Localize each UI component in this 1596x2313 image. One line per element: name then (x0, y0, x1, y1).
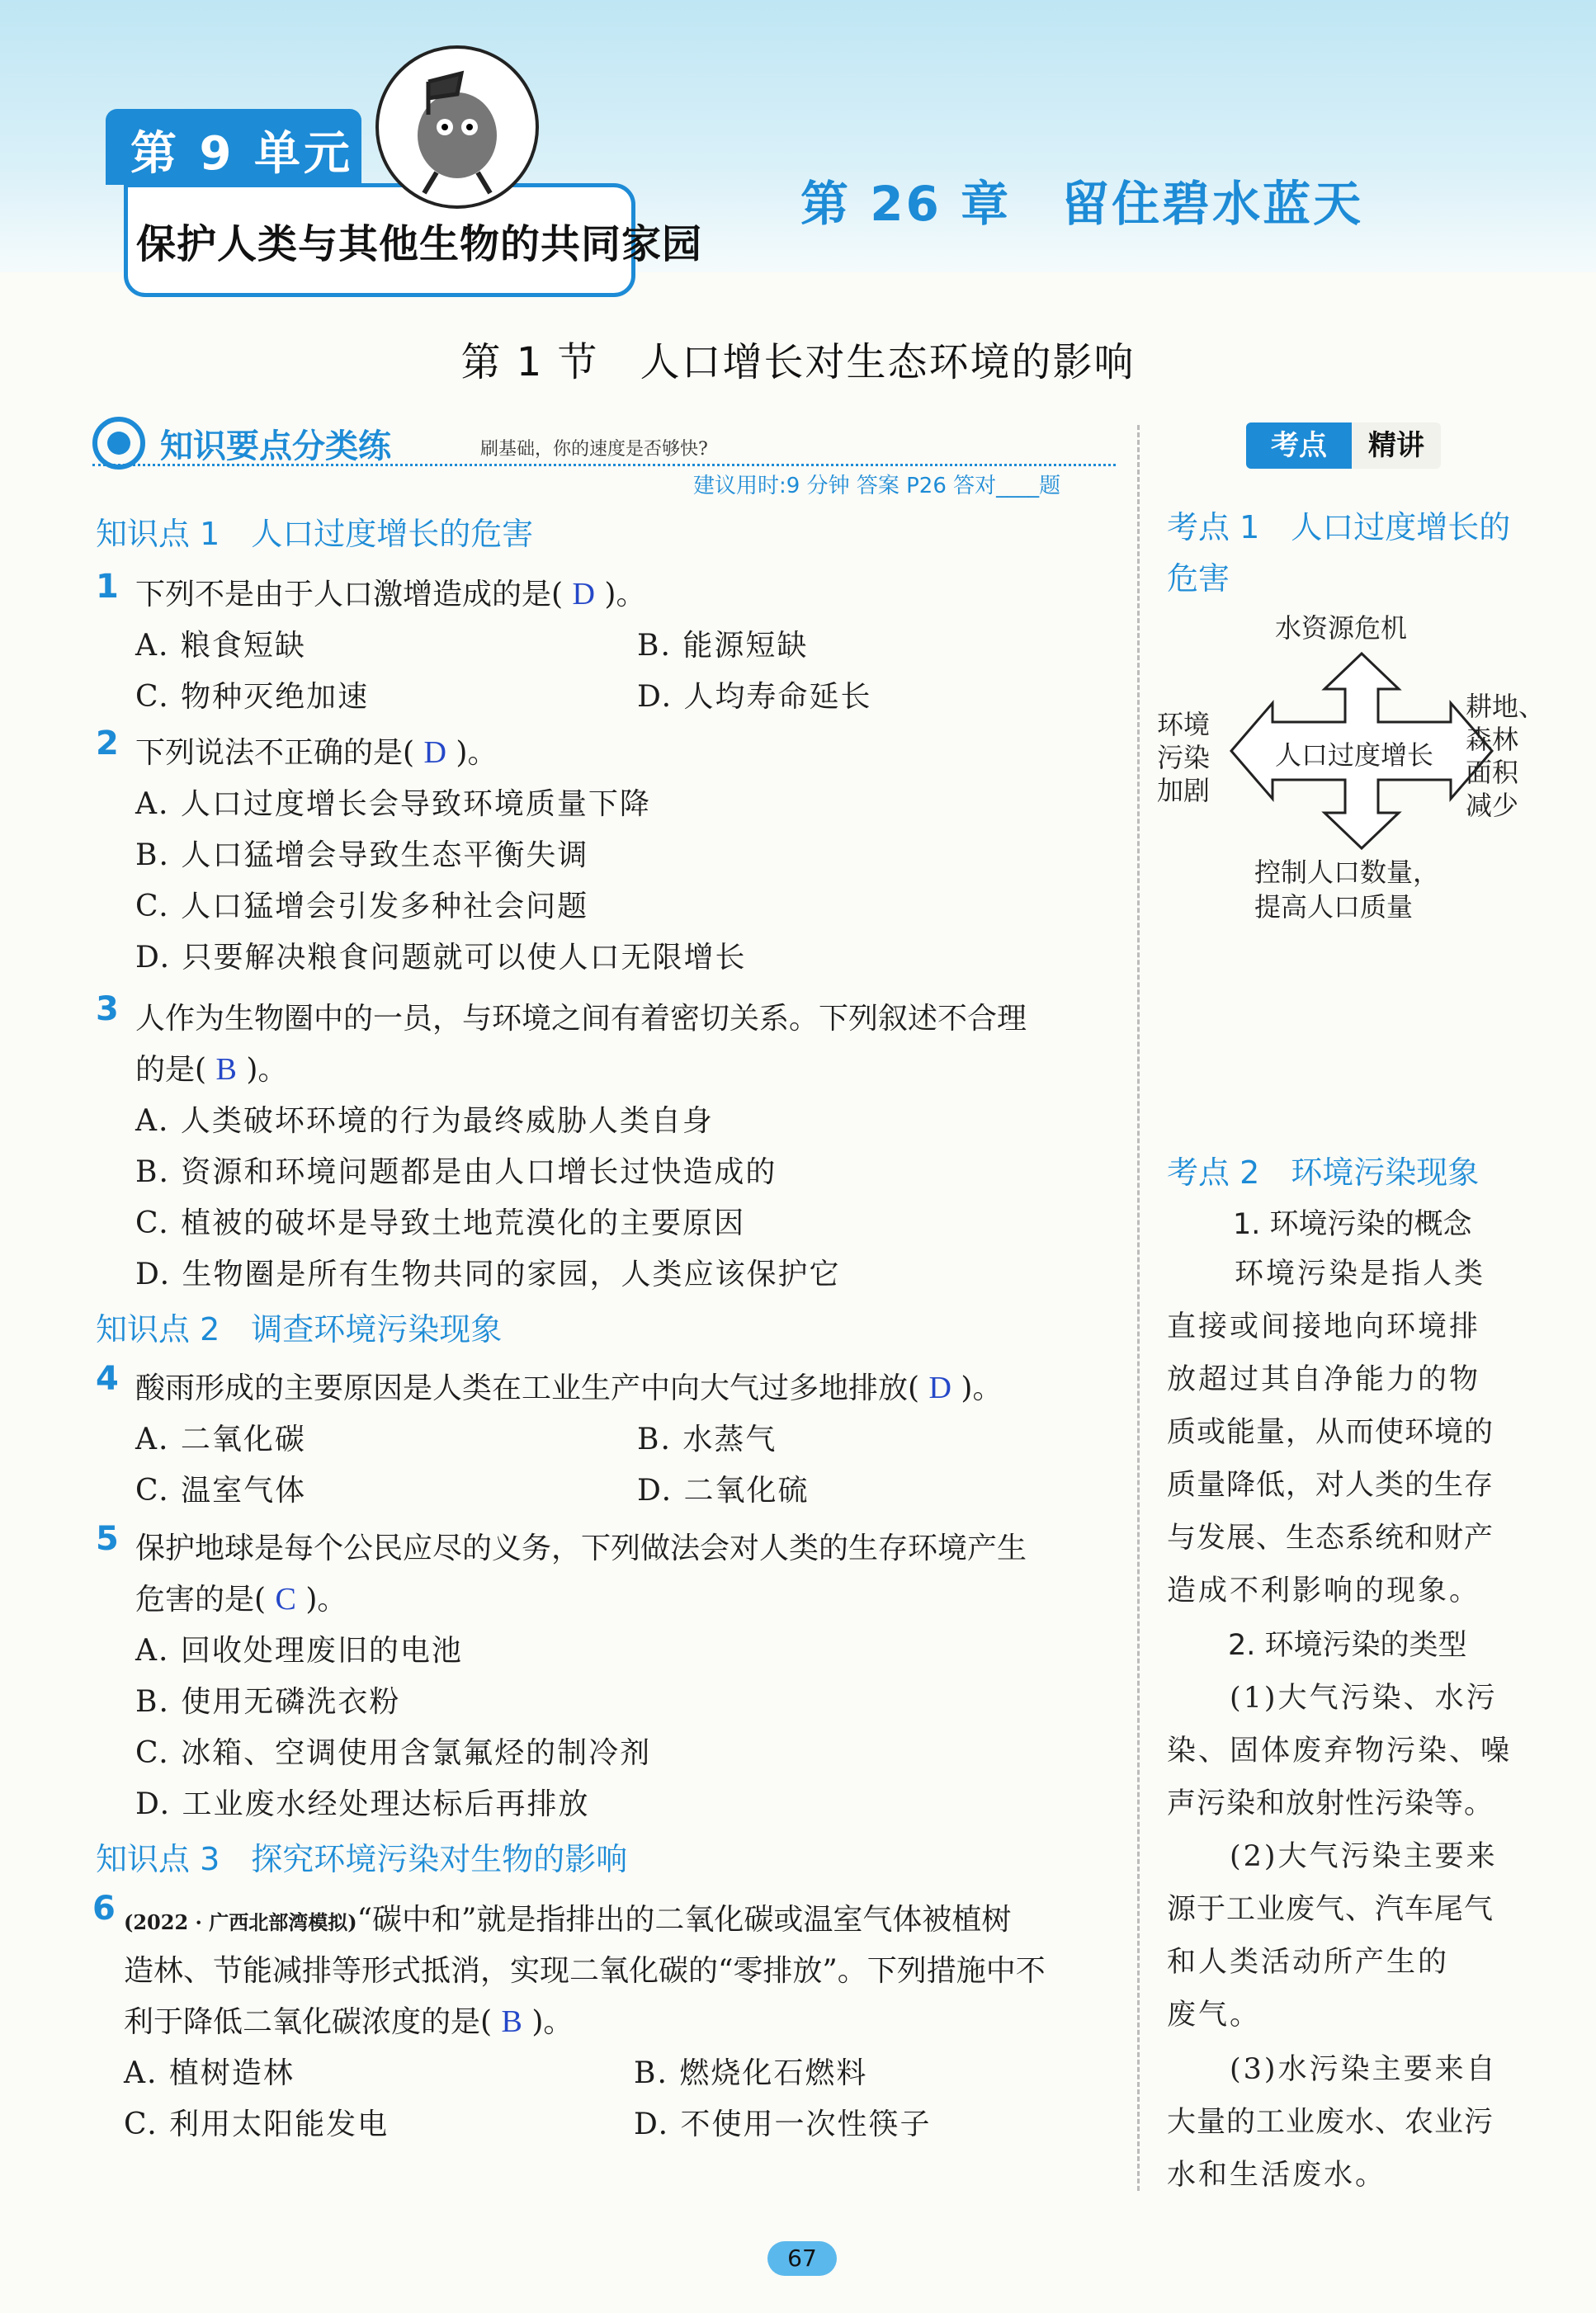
option: B. 使用无磷洗衣粉 (135, 1685, 401, 1719)
question-number: 2 (96, 725, 119, 762)
answer: D (423, 735, 446, 770)
option: A. 二氧化碳 (135, 1423, 306, 1456)
question-number: 3 (96, 990, 119, 1028)
question-6-line3: 利于降低二氧化碳浓度的是( B )。 (124, 2004, 574, 2039)
question-source: (2022 · 广西北部湾模拟) (124, 1910, 357, 1934)
unit-subtitle: 保护人类与其他生物的共同家园 (136, 221, 703, 267)
practice-slogan: 刷基础，你的速度是否够快? (480, 439, 708, 460)
knowledge-point-1: 知识点 1 人口过度增长的危害 (96, 516, 534, 552)
option: A. 人类破坏环境的行为最终威胁人类自身 (135, 1104, 714, 1138)
option: B. 人口猛增会导致生态平衡失调 (135, 838, 589, 872)
mascot-icon (379, 49, 536, 205)
option: B. 水蒸气 (637, 1423, 777, 1456)
paragraph-line: 造成不利影响的现象。 (1167, 1574, 1481, 1607)
question-3-line1: 人作为生物圈中的一员，与环境之间有着密切关系。下列叙述不合理 (135, 1002, 1027, 1036)
option: C. 人口猛增会引发多种社会问题 (135, 890, 589, 923)
paragraph-line: 大量的工业废水、农业污 (1167, 2106, 1494, 2139)
option: C. 植被的破坏是导致土地荒漠化的主要原因 (135, 1206, 746, 1240)
sidebar-tag-b: 精讲 (1352, 422, 1441, 469)
option: A. 植树造林 (124, 2056, 295, 2090)
option: D. 生物圈是所有生物共同的家园，人类应该保护它 (135, 1258, 841, 1291)
paragraph-line: 源于工业废气、汽车尾气 (1167, 1893, 1494, 1926)
question-number: 5 (96, 1520, 119, 1558)
question-4-text: 酸雨形成的主要原因是人类在工业生产中向大气过多地排放( D )。 (135, 1371, 1003, 1405)
option: D. 只要解决粮食问题就可以使人口无限增长 (135, 941, 747, 975)
sidebar-tag-a: 考点 (1246, 422, 1352, 469)
knowledge-point-2: 知识点 2 调查环境污染现象 (96, 1311, 503, 1348)
paragraph-line: 水和生活废水。 (1167, 2159, 1387, 2192)
question-5-line2: 危害的是( C )。 (135, 1582, 347, 1617)
chapter-title: 第 26 章 留住碧水蓝天 (800, 176, 1364, 232)
option: C. 利用太阳能发电 (124, 2108, 390, 2141)
option: D. 不使用一次性筷子 (634, 2108, 932, 2141)
paragraph-line: 质量降低，对人类的生存 (1167, 1469, 1494, 1502)
paragraph-line: 直接或间接地向环境排 (1167, 1310, 1481, 1343)
question-5-line1: 保护地球是每个公民应尽的义务，下列做法会对人类的生存环境产生 (135, 1532, 1027, 1565)
option: C. 温室气体 (135, 1474, 307, 1508)
paragraph-line: 声污染和放射性污染等。 (1167, 1787, 1494, 1820)
option: B. 能源短缺 (637, 629, 809, 663)
paragraph-line: 环境污染是指人类 (1235, 1258, 1486, 1291)
diagram-top: 水资源危机 (1275, 612, 1408, 644)
paragraph-line: 与发展、生态系统和财产 (1167, 1522, 1494, 1555)
question-6-line1: (2022 · 广西北部湾模拟)“碳中和”就是指排出的二氧化碳或温室气体被植树 (124, 1903, 1012, 1937)
option: D. 二氧化硫 (637, 1474, 810, 1508)
unit-tab (106, 109, 361, 185)
exam-point-1-line2: 危害 (1167, 560, 1230, 597)
paragraph-line: (1)大气污染、水污 (1230, 1682, 1498, 1715)
heading-divider (92, 464, 1116, 466)
sub-heading-1: 1. 环境污染的概念 (1233, 1208, 1472, 1241)
question-1-text: 下列不是由于人口激增造成的是( D )。 (135, 577, 646, 611)
paragraph-line: 放超过其自净能力的物 (1167, 1363, 1481, 1396)
page-number: 67 (767, 2241, 837, 2276)
question-6-line2: 造林、节能减排等形式抵消，实现二氧化碳的“零排放”。下列措施中不 (124, 1954, 1046, 1988)
option: B. 燃烧化石燃料 (634, 2056, 868, 2090)
diagram-center: 人口过度增长 (1275, 739, 1434, 771)
knowledge-point-3: 知识点 3 探究环境污染对生物的影响 (96, 1841, 628, 1877)
paragraph-line: (3)水污染主要来自 (1230, 2053, 1498, 2086)
diagram-bottom: 控制人口数量， 提高人口质量 (1254, 857, 1440, 923)
diagram-left: 环境 污染 加剧 (1157, 709, 1211, 806)
option: C. 冰箱、空调使用含氯氟烃的制冷剂 (135, 1736, 652, 1770)
answer: C (275, 1582, 296, 1617)
option: D. 工业废水经处理达标后再排放 (135, 1787, 590, 1821)
exam-point-2: 考点 2 环境污染现象 (1167, 1154, 1480, 1191)
option: A. 回收处理废旧的电池 (135, 1634, 463, 1668)
paragraph-line: (2)大气污染主要来 (1230, 1840, 1498, 1873)
paragraph-line: 染、固体废弃物污染、噪 (1167, 1735, 1513, 1768)
option: A. 粮食短缺 (135, 629, 306, 663)
question-3-line2: 的是( B )。 (135, 1052, 288, 1087)
target-icon (92, 417, 145, 470)
answer: D (572, 577, 595, 611)
option: A. 人口过度增长会导致环境质量下降 (135, 787, 651, 821)
column-divider (1137, 425, 1140, 2191)
exam-point-1-line1: 考点 1 人口过度增长的 (1167, 509, 1511, 545)
section-title: 第 1 节 人口增长对生态环境的影响 (460, 339, 1136, 385)
sub-heading-2: 2. 环境污染的类型 (1228, 1629, 1467, 1662)
practice-heading-text: 知识要点分类练 (160, 427, 391, 465)
answer: D (928, 1371, 951, 1405)
question-2-text: 下列说法不正确的是( D )。 (135, 735, 498, 770)
answer: B (215, 1052, 237, 1087)
question-number: 1 (96, 568, 119, 606)
timing-info: 建议用时:9 分钟 答案 P26 答对____题 (693, 474, 1061, 498)
unit-label: 第 9 单元 (130, 127, 353, 181)
question-number: 4 (96, 1360, 119, 1398)
option: B. 资源和环境问题都是由人口增长过快造成的 (135, 1155, 777, 1189)
paragraph-line: 质或能量，从而使环境的 (1167, 1416, 1494, 1449)
paragraph-line: 和人类活动所产生的 (1167, 1946, 1450, 1979)
option: D. 人均寿命延长 (637, 680, 872, 714)
option: C. 物种灭绝加速 (135, 680, 370, 714)
paragraph-line: 废气。 (1167, 1999, 1262, 2032)
mascot-illustration (375, 45, 539, 209)
diagram-right: 耕地、 森林 面积 减少 (1466, 691, 1546, 821)
question-number: 6 (92, 1890, 116, 1928)
sidebar-tag (1246, 422, 1441, 470)
answer: B (501, 2004, 522, 2039)
